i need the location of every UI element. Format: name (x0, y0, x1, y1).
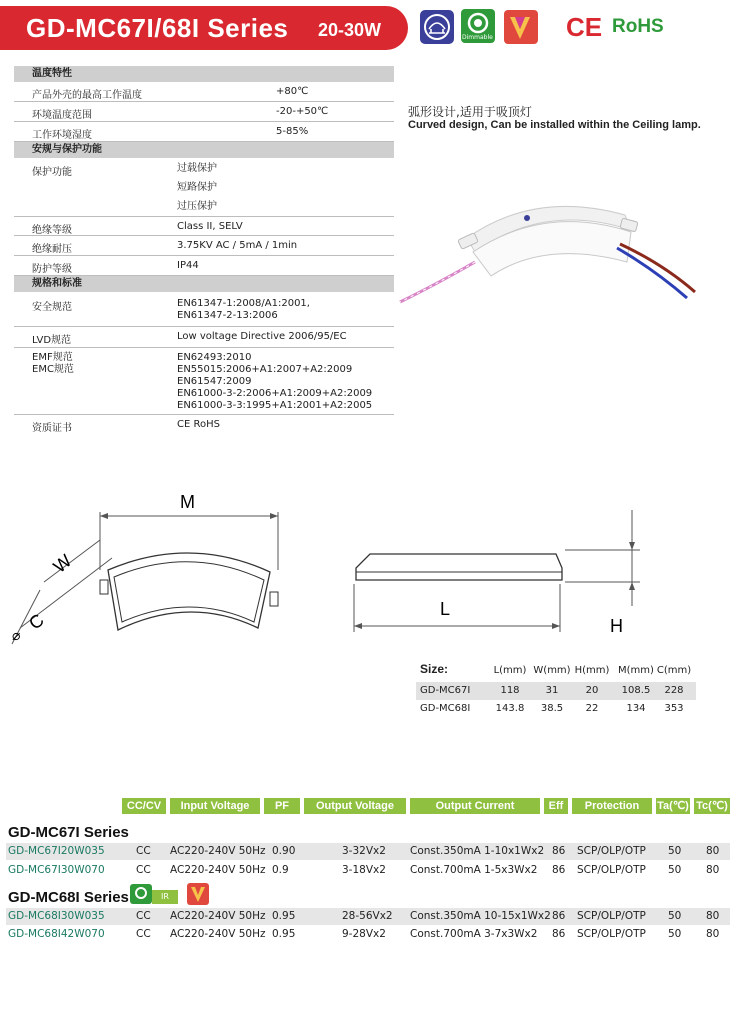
cell-pf: 0.95 (272, 928, 296, 940)
dim-label-w: W (49, 550, 76, 577)
dim-label-h: H (610, 616, 623, 636)
model-code: GD-MC68I30W035 (8, 910, 105, 922)
cell-vout: 28-56Vx2 (342, 910, 393, 922)
spec-key: 安全规范 (32, 302, 72, 313)
cell-input: AC220-240V 50Hz (170, 864, 266, 876)
spec-row (14, 236, 394, 256)
cell-input: AC220-240V 50Hz (170, 910, 266, 922)
size-cell: 22 (585, 703, 599, 714)
col-header: Eff (544, 798, 568, 814)
spec-table (14, 66, 394, 435)
cell-eff: 86 (552, 910, 566, 922)
cell-eff: 86 (552, 845, 566, 857)
size-cell: 353 (664, 703, 684, 714)
cell-tc: 80 (706, 928, 720, 940)
spec-value: 过载保护 (177, 163, 217, 174)
size-cell: 108.5 (621, 685, 651, 696)
spec-value: EN61000-3-2:2006+A1:2009+A2:2009 (177, 388, 373, 399)
cell-ta: 50 (668, 928, 682, 940)
size-header: C(mm) (656, 665, 692, 676)
cell-cc: CC (136, 910, 151, 922)
cell-pf: 0.95 (272, 910, 296, 922)
size-cell: 38.5 (540, 703, 564, 714)
flame-class-icon (503, 9, 539, 45)
cell-ta: 50 (668, 864, 682, 876)
size-header: M(mm) (618, 665, 654, 676)
series-heading-68: GD-MC68I Series (8, 889, 129, 906)
cell-input: AC220-240V 50Hz (170, 845, 266, 857)
cell-vout: 3-32Vx2 (342, 845, 386, 857)
series-title: GD-MC67I/68I Series (26, 13, 289, 43)
size-cell: 134 (626, 703, 646, 714)
dimension-drawing (0, 480, 740, 670)
cell-protection: SCP/OLP/OTP (577, 845, 646, 857)
cell-vout: 3-18Vx2 (342, 864, 386, 876)
size-header-row (416, 662, 696, 682)
spec-row (14, 415, 394, 435)
spec-key: EMF规范 EMC规范 (32, 352, 74, 375)
dimmable-icon (130, 884, 152, 904)
size-header: W(mm) (533, 665, 571, 676)
series-banner (0, 6, 408, 50)
size-row (416, 700, 696, 718)
dim-label-c: C (24, 609, 48, 634)
side-view-drawing (354, 510, 640, 632)
flame-class-icon (186, 882, 210, 906)
spec-value: 5-85% (276, 126, 309, 137)
col-header: CC/CV (122, 798, 166, 814)
cell-cc: CC (136, 928, 151, 940)
dim-label-l: L (440, 599, 451, 619)
cell-input: AC220-240V 50Hz (170, 928, 266, 940)
cell-protection: SCP/OLP/OTP (577, 928, 646, 940)
size-model: GD-MC67I (420, 685, 471, 696)
spec-row (14, 82, 394, 102)
spec-row (14, 348, 394, 415)
caption-cn: 弧形设计,适用于吸顶灯 (408, 105, 532, 119)
spec-key: 防护等级 (32, 264, 72, 275)
spec-value: EN61000-3-3:1995+A1:2001+A2:2005 (177, 400, 373, 411)
cell-cc: CC (136, 864, 151, 876)
col-header: Output Voltage (304, 798, 406, 814)
cell-iout: Const.350mA 10-15x1Wx2 (410, 910, 551, 922)
size-cell: 143.8 (495, 703, 525, 714)
spec-value: EN61347-2-13:2006 (177, 310, 278, 321)
col-header: PF (264, 798, 300, 814)
product-row (6, 926, 730, 943)
cell-vout: 9-28Vx2 (342, 928, 386, 940)
spec-section-safety: 安规与保护功能 (14, 142, 394, 158)
spec-value: EN61347-1:2008/A1:2001, (177, 298, 310, 309)
cell-ta: 50 (668, 910, 682, 922)
cell-protection: SCP/OLP/OTP (577, 864, 646, 876)
spec-value: Low voltage Directive 2006/95/EC (177, 331, 347, 342)
spec-key: 资质证书 (32, 423, 72, 434)
spec-section-temp: 温度特性 (14, 66, 394, 82)
spec-key: 绝缘耐压 (32, 244, 72, 255)
spec-value: -20-+50℃ (276, 106, 329, 117)
size-cell: 31 (545, 685, 559, 696)
top-view-drawing (12, 512, 278, 644)
model-code: GD-MC68I42W070 (8, 928, 105, 940)
cell-ta: 50 (668, 845, 682, 857)
spec-value: Class II, SELV (177, 221, 243, 232)
product-photo (395, 190, 725, 330)
spec-key: 保护功能 (32, 167, 72, 178)
col-header: Ta(℃) (657, 800, 689, 812)
col-header: Output Current (410, 798, 540, 814)
spec-value: 过压保护 (177, 201, 217, 212)
cell-iout: Const.700mA 1-5x3Wx2 (410, 864, 538, 876)
cell-eff: 86 (552, 864, 566, 876)
cell-pf: 0.90 (272, 845, 296, 857)
spec-key: 绝缘等级 (32, 225, 72, 236)
size-model: GD-MC68I (420, 703, 471, 714)
cell-protection: SCP/OLP/OTP (577, 910, 646, 922)
model-code: GD-MC67I30W070 (8, 864, 105, 876)
spec-value: +80℃ (276, 86, 309, 97)
spec-key: LVD规范 (32, 335, 72, 346)
cell-eff: 86 (552, 928, 566, 940)
cell-tc: 80 (706, 864, 720, 876)
spec-value: EN62493:2010 (177, 352, 252, 363)
dim-label-m: M (180, 492, 195, 512)
model-code: GD-MC67I20W035 (8, 845, 105, 857)
spec-row (14, 327, 394, 348)
spec-value: 3.75KV AC / 5mA / 1min (177, 240, 298, 251)
size-cell: 228 (664, 685, 684, 696)
spec-row (14, 292, 394, 327)
spec-row (14, 256, 394, 276)
cell-tc: 80 (706, 910, 720, 922)
cell-iout: Const.350mA 1-10x1Wx2 (410, 845, 545, 857)
spec-key: 产品外壳的最高工作温度 (32, 90, 142, 101)
size-title: Size: (420, 662, 449, 676)
spec-value: CE RoHS (177, 419, 220, 430)
size-table (416, 662, 696, 718)
ir-badge: IR (152, 890, 178, 904)
product-row (6, 862, 730, 879)
rohs-mark: RoHS (612, 16, 664, 37)
dimmable-icon (461, 9, 495, 43)
spec-key: 环境温度范围 (32, 110, 92, 121)
product-row (6, 908, 730, 925)
size-row (416, 682, 696, 700)
ce-mark: CE (566, 12, 603, 42)
spec-row (14, 102, 394, 122)
series-heading-67: GD-MC67I Series (8, 824, 129, 841)
spec-value: 短路保护 (177, 182, 217, 193)
size-header: L(mm) (493, 665, 527, 676)
spec-value: EN61547:2009 (177, 376, 252, 387)
cell-pf: 0.9 (272, 864, 289, 876)
spec-value: IP44 (177, 260, 199, 271)
spec-section-std: 规格和标准 (14, 276, 394, 292)
size-cell: 20 (585, 685, 599, 696)
power-range: 20-30W (318, 20, 382, 40)
spec-row (14, 122, 394, 142)
diameter-symbol: ⌀ (12, 628, 21, 644)
caption-en: Curved design, Can be installed within the Ceiling lamp. (408, 119, 701, 131)
col-header: Protection (572, 798, 652, 814)
spec-row (14, 217, 394, 236)
spec-value: EN55015:2006+A1:2007+A2:2009 (177, 364, 353, 375)
col-header: Input Voltage (170, 798, 260, 814)
spec-row (14, 158, 394, 217)
product-row (6, 843, 730, 860)
dimmable-label: Dimmable (462, 34, 493, 41)
cell-iout: Const.700mA 3-7x3Wx2 (410, 928, 538, 940)
cell-tc: 80 (706, 845, 720, 857)
size-header: H(mm) (574, 665, 610, 676)
col-header: Tc(℃) (694, 798, 730, 814)
spec-key: 工作环境湿度 (32, 130, 92, 141)
size-cell: 118 (500, 685, 520, 696)
cell-cc: CC (136, 845, 151, 857)
lamp-icon (419, 9, 459, 45)
